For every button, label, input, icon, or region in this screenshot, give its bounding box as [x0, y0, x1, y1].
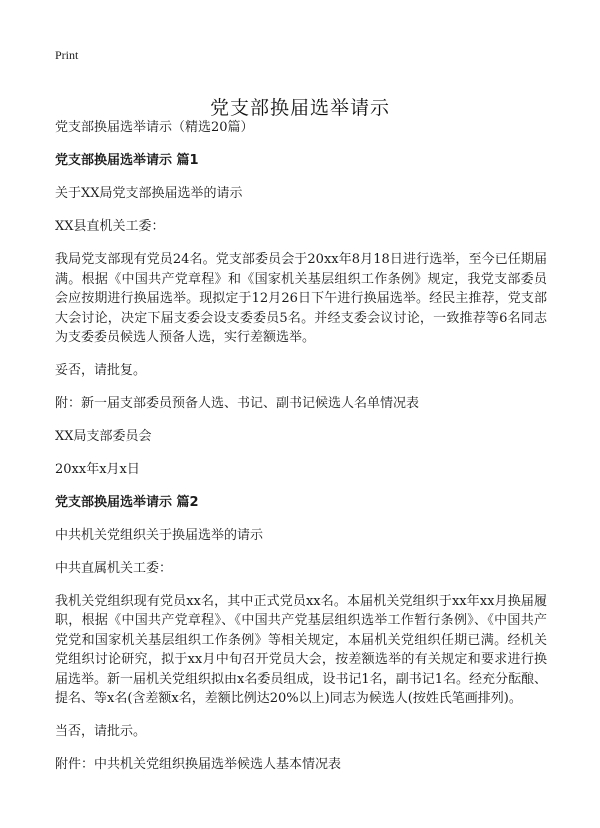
section-2-addressee: 中共直属机关工委：	[55, 560, 173, 576]
section-1-attachment: 附：新一届支部委员预备人选、书记、副书记候选人名单情况表	[55, 395, 420, 411]
document-subtitle: 党支部换届选举请示（精选20篇）	[55, 120, 254, 135]
document-body	[55, 118, 547, 788]
page-title: 党支部换届选举请示	[209, 96, 390, 119]
print-label: Print	[55, 48, 79, 62]
section-1-body: 我局党支部现有党员24名。党支部委员会于20xx年8月18日进行选举，至今已任期届满。根据《中国共产党章程》和《国家机关基层组织工作条例》规定，我党支部委员会应按期进行换届选举。现拟定于12月26日下午进行换届选举。经民主推荐，党支部大会讨论，决定下届支委会设支委委员5名。并经支委会议讨论，一致推荐等6名同志为支委委员候选人预备人选，实行差额选举。	[55, 252, 547, 345]
section-1-date: 20xx年x月x日	[55, 461, 140, 477]
section-heading-1: 党支部换届选举请示 篇1	[55, 153, 199, 168]
section-2-closing: 当否，请批示。	[55, 723, 147, 739]
section-1-subject: 关于XX局党支部换届选举的请示	[55, 186, 243, 201]
section-1-closing: 妥否，请批复。	[55, 362, 147, 378]
section-1-addressee: XX县直机关工委：	[55, 219, 165, 234]
section-2-body: 我机关党组织现有党员xx名，其中正式党员xx名。本届机关党组织于xx年xx月换届履职，根据《中国共产党章程》、《中国共产党基层组织选举工作暂行条例》、《中国共产党党和国家机关基层组织工作条例》等相关规定，本届机关党组织任期已满。经机关党组织讨论研究，拟于xx月中旬召开党员大会，按差额选举的有关规定和要求进行换届选举。新一届机关党组织拟由x名委员组成，设书记1名，副书记1名。经充分酝酿、提名、等x名(含差额x名，差额比例达20%以上)同志为候选人(按姓氏笔画排列)。	[55, 593, 547, 706]
section-1-sender: XX局支部委员会	[55, 428, 152, 444]
section-2-subject: 中共机关党组织关于换届选举的请示	[55, 527, 264, 543]
section-heading-2: 党支部换届选举请示 篇2	[55, 494, 199, 510]
section-2-attachment: 附件：中共机关党组织换届选举候选人基本情况表	[55, 756, 342, 772]
